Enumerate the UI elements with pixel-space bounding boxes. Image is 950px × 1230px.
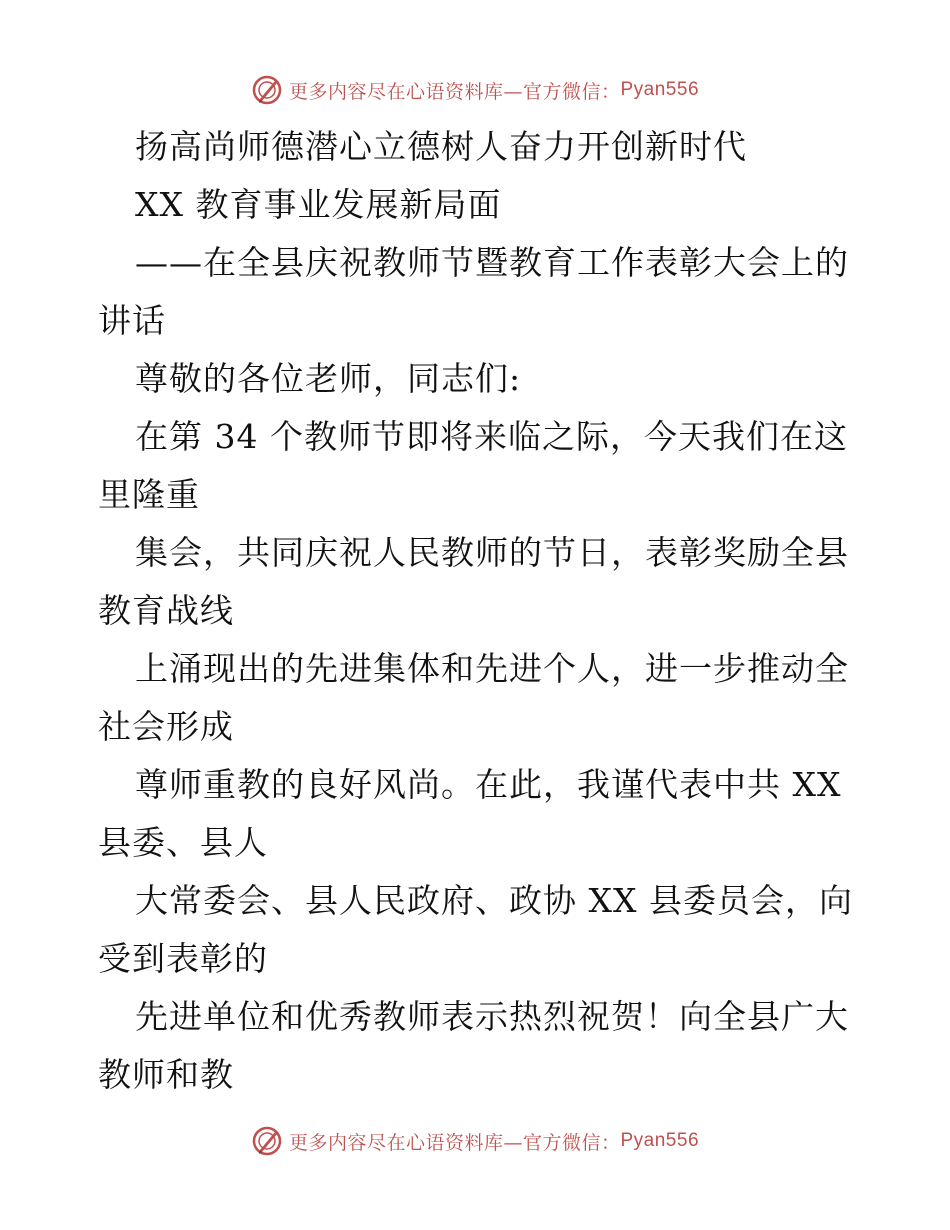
watermark-account: Pyan556 — [620, 79, 700, 100]
text-line: 县委、县人 — [98, 823, 268, 862]
text-line: 扬高尚师德潜心立德树人奋力开创新时代 — [135, 127, 747, 166]
text-line: 里隆重 — [98, 475, 200, 514]
header-watermark — [0, 70, 950, 110]
text-line: 教师和教 — [98, 1055, 234, 1094]
text-line: 尊师重教的良好风尚。在此，我谨代表中共 XX — [135, 765, 842, 804]
watermark-text: 更多内容尽在心语资料库—官方微信： — [288, 80, 621, 103]
watermark-text: 更多内容尽在心语资料库—官方微信： — [288, 1131, 621, 1154]
text-line: XX 教育事业发展新局面 — [135, 185, 502, 224]
footer-watermark — [0, 1121, 950, 1161]
text-line: ——在全县庆祝教师节暨教育工作表彰大会上的 — [135, 243, 849, 282]
text-line: 上涌现出的先进集体和先进个人，进一步推动全 — [135, 649, 849, 688]
text-line: 尊敬的各位老师，同志们: — [135, 359, 522, 398]
pen-logo-icon — [251, 74, 283, 106]
text-line: 大常委会、县人民政府、政协 XX 县委员会，向 — [135, 881, 853, 920]
text-line: 教育战线 — [98, 591, 234, 630]
text-line: 集会，共同庆祝人民教师的节日，表彰奖励全县 — [135, 533, 849, 572]
text-line: 在第 34 个教师节即将来临之际，今天我们在这 — [135, 417, 848, 456]
watermark-account: Pyan556 — [620, 1130, 700, 1151]
text-line: 受到表彰的 — [98, 939, 268, 978]
text-line: 社会形成 — [98, 707, 234, 746]
pen-logo-icon — [251, 1125, 283, 1157]
text-line: 讲话 — [98, 301, 166, 340]
text-line: 先进单位和优秀教师表示热烈祝贺！向全县广大 — [135, 997, 849, 1036]
